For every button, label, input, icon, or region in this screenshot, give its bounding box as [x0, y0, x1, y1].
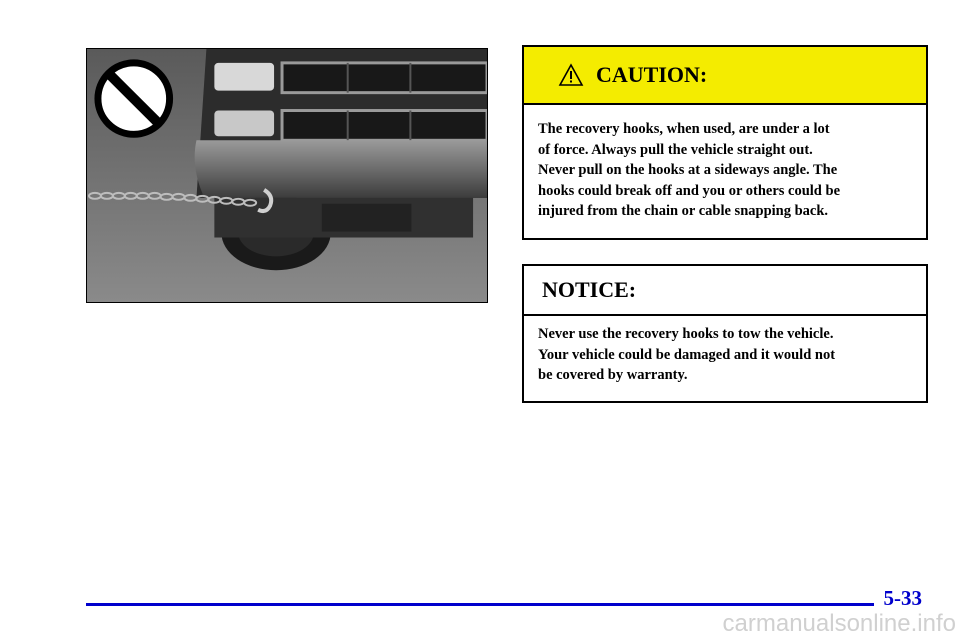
- footer-rule: [86, 603, 874, 606]
- caution-line: Never pull on the hooks at a sideways angle. The: [538, 162, 838, 178]
- notice-box: [522, 264, 928, 403]
- warning-triangle-icon: [558, 63, 584, 87]
- notice-header: [524, 266, 926, 316]
- caution-header: [524, 47, 926, 105]
- grille-upper: [282, 63, 487, 93]
- caution-box: [522, 45, 928, 240]
- notice-line: be covered by warranty.: [538, 367, 688, 383]
- notice-line: Your vehicle could be damaged and it would not: [538, 346, 836, 363]
- notice-line: Never use the recovery hooks to tow the vehicle.: [538, 326, 834, 342]
- grille-lower: [282, 111, 487, 141]
- front-bumper: [195, 140, 487, 198]
- caution-line: hooks could break off and you or others could be: [538, 182, 841, 199]
- page-number: 5-33: [883, 586, 922, 610]
- caution-line: The recovery hooks, when used, are under a lot: [538, 121, 830, 137]
- caution-line: of force. Always pull the vehicle straight out.: [538, 141, 813, 158]
- notice-title: NOTICE:: [542, 277, 637, 302]
- headlight-lower: [214, 111, 274, 137]
- vehicle-front-illustration: [87, 49, 487, 302]
- notice-text: [524, 316, 926, 386]
- watermark: carmanualsonline.info: [722, 610, 956, 637]
- prohibited-icon: [98, 63, 170, 134]
- headlight-upper: [214, 63, 274, 91]
- caution-line: injured from the chain or cable snapping back.: [538, 203, 829, 219]
- caution-title: CAUTION:: [596, 62, 708, 87]
- caution-text: [524, 105, 926, 222]
- recovery-hook-photo: [86, 48, 488, 303]
